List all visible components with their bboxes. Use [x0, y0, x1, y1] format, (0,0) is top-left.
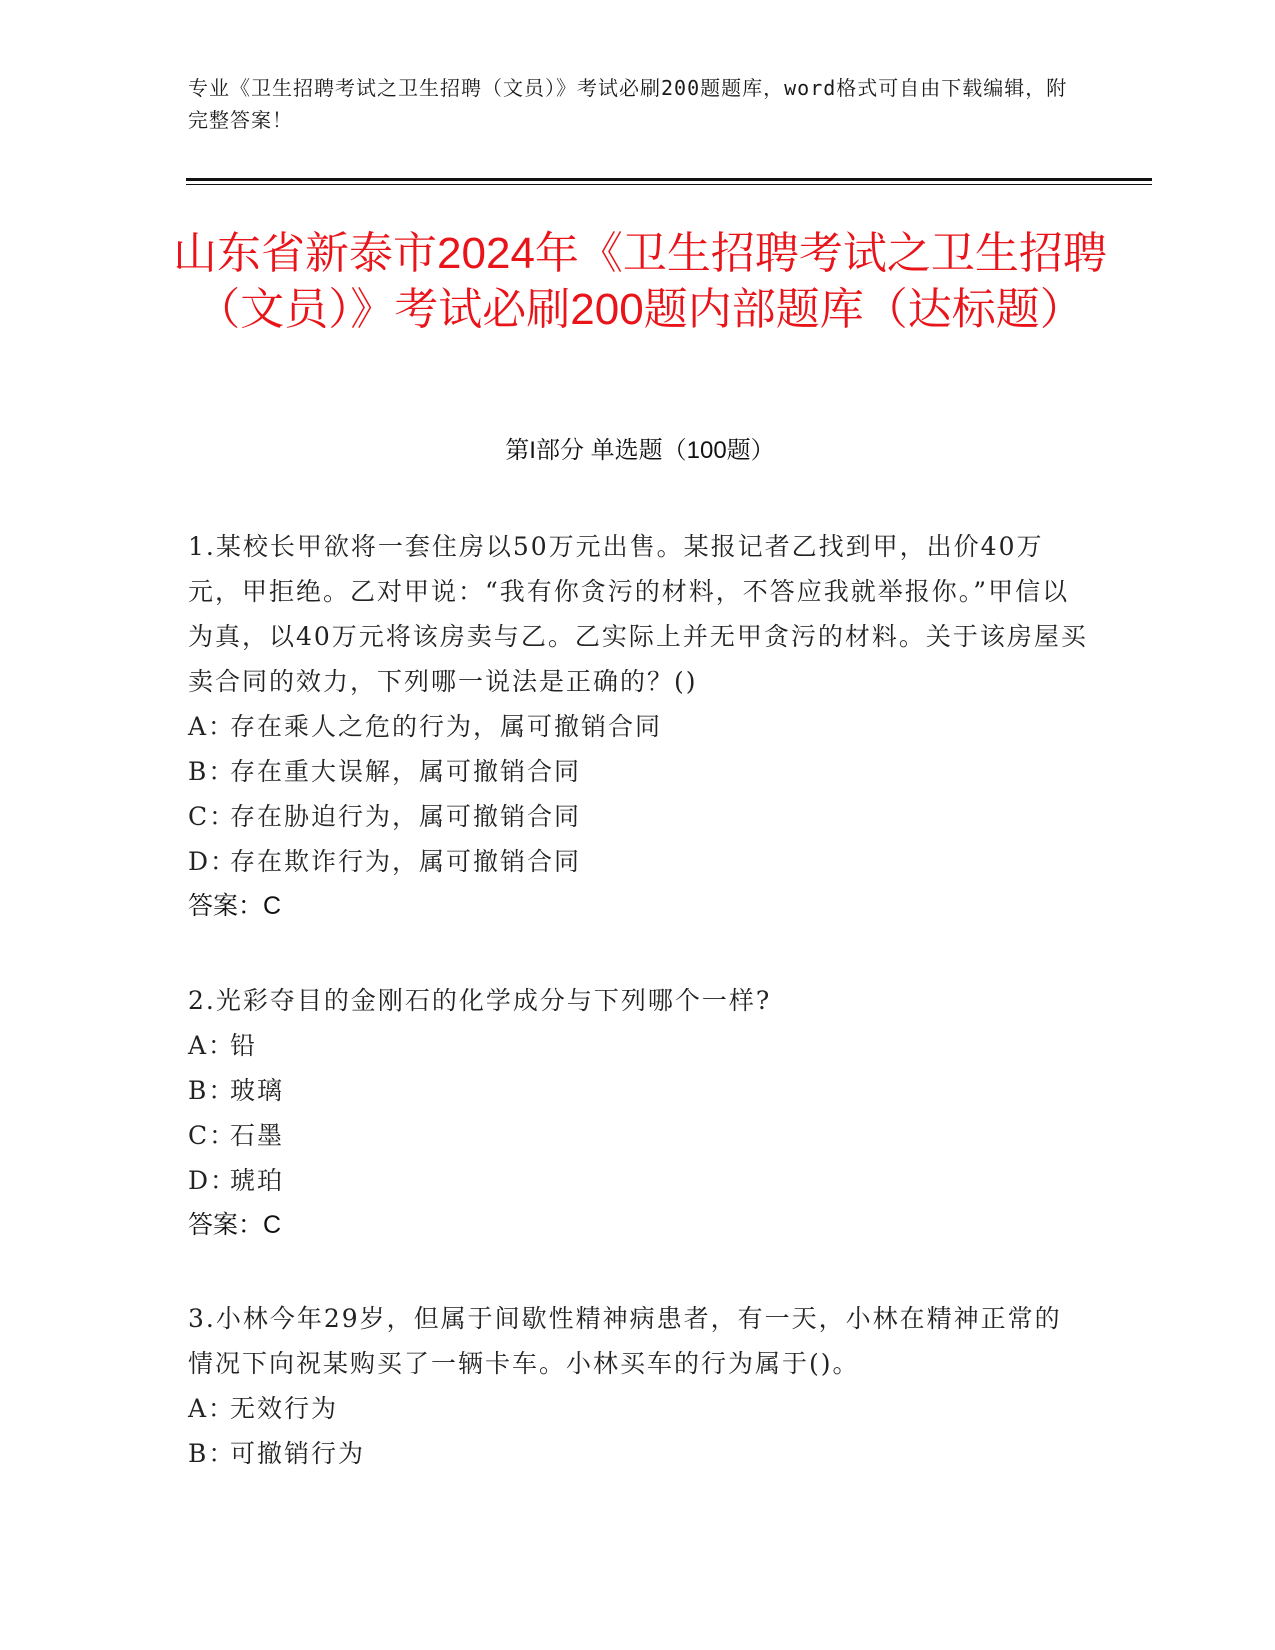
option-text: 无效行为: [230, 1394, 339, 1423]
header-divider-thick: [186, 178, 1152, 181]
header-note: 专业《卫生招聘考试之卫生招聘（文员）》考试必刷200题题库，word格式可自由下载编辑，附完整答案！: [188, 76, 1068, 132]
option-key: A：: [188, 1394, 236, 1423]
option-text: 存在欺诈行为，属可撤销合同: [230, 847, 582, 876]
option-text: 铅: [230, 1031, 258, 1060]
answer-line: [188, 1203, 1088, 1248]
question-stem: 1.某校长甲欲将一套住房以50万元出售。某报记者乙找到甲，出价40万元，甲拒绝。乙对甲说：“我有你贪污的材料，不答应我就举报你。”甲信以为真，以40万元将该房卖与乙。乙实际上并无甲贪污的材料。关于该房屋买卖合同的效力，下列哪一说法是正确的？(): [188, 532, 1088, 696]
option-key: B：: [188, 1439, 236, 1468]
option-key: D：: [188, 1166, 238, 1195]
option-text: 存在重大误解，属可撤销合同: [230, 757, 582, 786]
option-text: 石墨: [230, 1121, 285, 1150]
option-c: [188, 794, 1088, 839]
question-stem: 3.小林今年29岁，但属于间歇性精神病患者，有一天，小林在精神正常的情况下向祝某购买了一辆卡车。小林买车的行为属于()。: [188, 1304, 1062, 1378]
option-key: C：: [188, 802, 237, 831]
question-stem: 2.光彩夺目的金刚石的化学成分与下列哪个一样?: [188, 986, 772, 1015]
option-d: [188, 839, 1088, 884]
header-divider-thin: [186, 184, 1152, 185]
question-2: [188, 978, 1088, 1248]
answer-value: C: [263, 1211, 282, 1239]
option-key: B：: [188, 1076, 236, 1105]
option-d: [188, 1158, 1088, 1203]
option-text: 玻璃: [230, 1076, 285, 1105]
option-a: [188, 1023, 1088, 1068]
answer-value: C: [263, 892, 282, 920]
option-key: B：: [188, 757, 236, 786]
option-a: [188, 704, 1088, 749]
option-key: C：: [188, 1121, 237, 1150]
option-key: D：: [188, 847, 238, 876]
option-text: 琥珀: [230, 1166, 285, 1195]
question-3: [188, 1296, 1088, 1476]
answer-label: 答案：: [188, 1211, 264, 1239]
document-title: 山东省新泰市2024年《卫生招聘考试之卫生招聘（文员）》考试必刷200题内部题库（达标题）: [173, 229, 1107, 334]
option-b: [188, 1068, 1088, 1113]
option-a: [188, 1386, 1088, 1431]
option-c: [188, 1113, 1088, 1158]
answer-line: [188, 884, 1088, 929]
option-text: 可撤销行为: [230, 1439, 366, 1468]
option-b: [188, 749, 1088, 794]
option-b: [188, 1431, 1088, 1476]
answer-label: 答案：: [188, 892, 264, 920]
question-1: [188, 524, 1088, 929]
section-heading: 第I部分 单选题（100题）: [505, 437, 775, 464]
option-text: 存在乘人之危的行为，属可撤销合同: [230, 712, 663, 741]
option-text: 存在胁迫行为，属可撤销合同: [230, 802, 582, 831]
option-key: A：: [188, 712, 236, 741]
option-key: A：: [188, 1031, 236, 1060]
